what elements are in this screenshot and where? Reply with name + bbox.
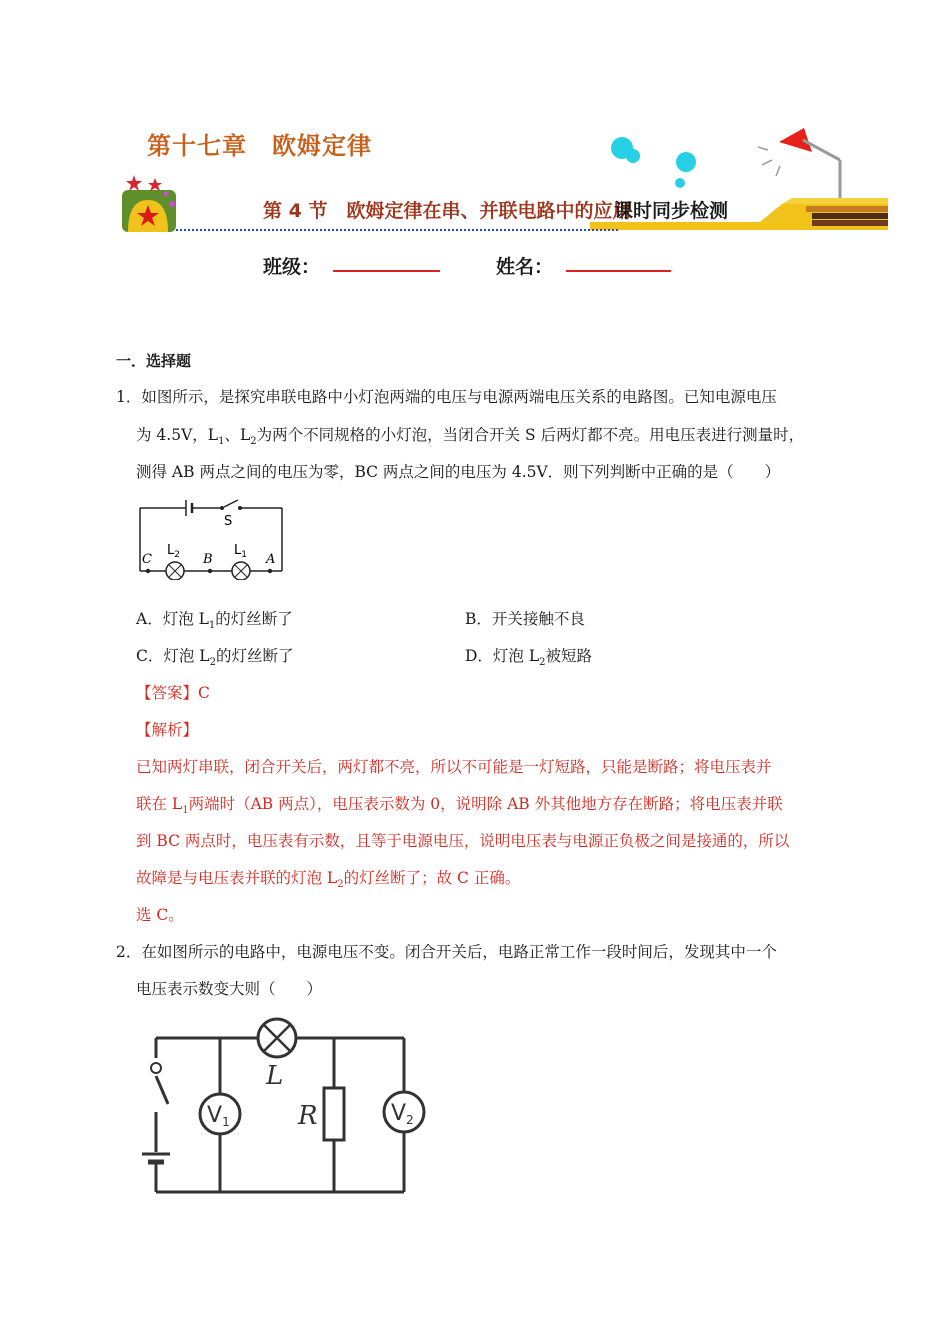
section-title: 第 4 节 欧姆定律在串、并联电路中的应用 (263, 200, 632, 222)
subscript: 2 (539, 657, 546, 669)
badge-title: 课时同步检测 (614, 200, 729, 222)
q1-analysis-line2 (136, 792, 783, 816)
label-c: C (142, 552, 152, 567)
option-text: C．灯泡 L (136, 647, 210, 665)
q1-analysis-line4 (136, 866, 520, 890)
q2-line2: 电压表示数变大则（ ） (136, 980, 323, 998)
label-r: R (298, 1101, 318, 1131)
option-text: D．灯泡 L (465, 647, 540, 665)
q2-circuit-figure (138, 1012, 428, 1202)
label-a: A (266, 552, 276, 567)
resistor-icon (324, 1088, 344, 1140)
q1-line2 (136, 423, 804, 447)
analysis-text: 联在 L (136, 795, 183, 813)
subscript: 1 (182, 805, 189, 817)
q1-circuit-figure (136, 492, 286, 580)
option-text: A．灯泡 L (136, 610, 209, 628)
label-s: S (224, 514, 233, 529)
analysis-text: 两端时（AB 两点），电压表示数为 0，说明除 AB 外其他地方存在断路；将电压表并联 (188, 795, 783, 813)
switch-icon (224, 500, 238, 507)
subscript: 1 (218, 436, 225, 448)
option-text: 的灯丝断了 (215, 610, 293, 628)
label-b: B (203, 552, 213, 567)
q1-line1: 1．如图所示，是探究串联电路中小灯泡两端的电压与电源两端电压关系的电路图。已知电源电压 (116, 388, 777, 406)
label-l: L (266, 1061, 284, 1091)
series-circuit-diagram (136, 492, 286, 580)
analysis-text: 故障是与电压表并联的灯泡 L (136, 869, 338, 887)
q1-line2-part: 为 4.5V，L (136, 426, 219, 444)
analysis-text: 的灯丝断了；故 C 正确。 (343, 869, 521, 887)
label-l2: $L_2$ (167, 543, 180, 560)
q1-option-c[interactable] (136, 644, 293, 668)
label-v1: V1 (207, 1103, 230, 1129)
class-label: 班级： (263, 256, 321, 278)
q1-line2-part: 、L (224, 426, 251, 444)
subscript: 2 (250, 436, 257, 448)
q1-line2-part: 为两个不同规格的小灯泡，当闭合开关 S 后两灯都不亮。用电压表进行测量时， (256, 426, 805, 444)
parallel-circuit-diagram (138, 1012, 428, 1202)
option-text: 的灯丝断了 (215, 647, 294, 665)
option-text: 被短路 (545, 647, 593, 665)
q1-analysis-line1: 已知两灯串联，闭合开关后，两灯都不亮，所以不可能是一灯短路，只能是断路；将电压表并 (136, 758, 772, 776)
q1-answer: 【答案】C (136, 684, 210, 702)
label-l1: $L_1$ (234, 543, 247, 560)
subscript: 2 (337, 879, 344, 891)
subscript: 1 (208, 620, 216, 632)
section-heading: 一．选择题 (116, 352, 192, 370)
name-blank[interactable] (566, 270, 671, 272)
subscript: 2 (209, 657, 216, 669)
q2-line1: 2．在如图所示的电路中，电源电压不变。闭合开关后，电路正常工作一段时间后，发现其中一个 (116, 943, 777, 961)
q1-analysis-label: 【解析】 (136, 721, 199, 739)
chapter-title: 第十七章 欧姆定律 (147, 132, 372, 160)
name-label: 姓名： (496, 256, 554, 278)
label-v2: V2 (391, 1101, 414, 1127)
q1-analysis-line3: 到 BC 两点时，电压表有示数，且等于电源电压，说明电压表与电源正负极之间是接通的，所以 (136, 832, 790, 850)
switch-icon (151, 1063, 161, 1073)
q1-option-a[interactable] (136, 607, 293, 631)
desk-lamp-icon (758, 128, 840, 200)
q1-analysis-line5: 选 C。 (136, 906, 184, 924)
q1-option-d[interactable] (465, 644, 592, 668)
q1-option-b[interactable]: B．开关接触不良 (465, 610, 585, 628)
class-blank[interactable] (333, 270, 440, 272)
q1-line3: 测得 AB 两点之间的电压为零，BC 两点之间的电压为 4.5V．则下列判断中正确的是（ ） (136, 463, 781, 481)
star-house-icon (122, 175, 176, 232)
